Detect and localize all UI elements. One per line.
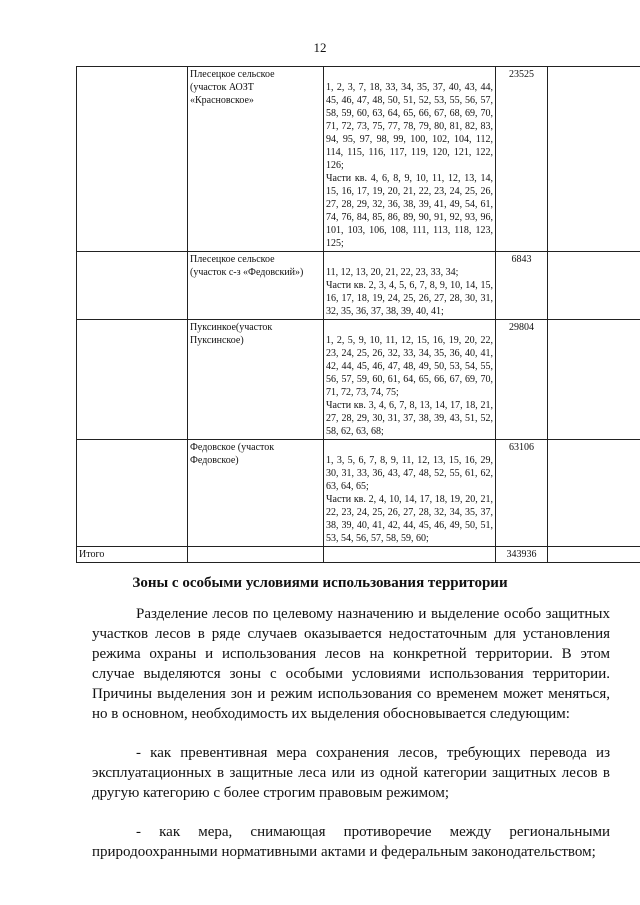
table-cell-empty	[77, 252, 188, 320]
paragraph-bullet-preventive	[92, 743, 610, 803]
table-cell-empty	[77, 440, 188, 547]
quarters-full-list: 11, 12, 13, 20, 21, 22, 23, 33, 34;	[326, 267, 459, 278]
quarters-cell	[324, 252, 496, 320]
total-label: Итого	[77, 547, 188, 563]
table-cell-empty	[77, 67, 188, 252]
paragraph-bullet-legal	[92, 822, 610, 862]
table-cell-empty	[548, 252, 640, 320]
table-row	[77, 67, 640, 252]
paragraph-text: - как превентивная мера сохранения лесов, требующих перевода из эксплуатационных в защитные леса или из одной категории защитных лесов в другую категорию с более строгим правовым режимом;	[92, 745, 610, 801]
total-area: 343936	[496, 547, 548, 563]
forestry-name-cell	[188, 440, 324, 547]
quarters-cell	[324, 67, 496, 252]
paragraph-text: Разделение лесов по целевому назначению и выделение особо защитных участков лесов в ряде случаев оказывается недостаточным для установления режима охраны и использования лесов на конкретной территории. В этом случае выделяются зоны с особыми условиями использования территории. Причины выделения зон и режим использования со временем может меняться, но в основном, необходимость их выделения обосновывается следующим:	[92, 606, 610, 722]
area-cell: 23525	[496, 67, 548, 252]
forestry-name-line: (участок АОЗТ	[190, 82, 254, 93]
forestry-name-line: (участок с-з «Федовский»)	[190, 267, 304, 278]
forestry-name-line: Плесецкое сельское	[190, 69, 275, 80]
area-cell: 63106	[496, 440, 548, 547]
quarters-partial-list: Части кв. 3, 4, 6, 7, 8, 13, 14, 17, 18, 21, 27, 28, 29, 30, 31, 37, 38, 39, 43, 51, 52, 58, 62, 63, 68;	[326, 400, 493, 437]
area-cell: 29804	[496, 320, 548, 440]
quarters-cell	[324, 440, 496, 547]
table-cell-empty	[548, 547, 640, 563]
forestry-name-line: Федовское)	[190, 455, 239, 466]
forestry-name-cell	[188, 320, 324, 440]
quarters-full-list: 1, 2, 3, 7, 18, 33, 34, 35, 37, 40, 43, 44, 45, 46, 47, 48, 50, 51, 52, 53, 55, 56, 57, 58, 59, 60, 63, 64, 65, 66, 67, 68, 69, 70, 71, 72, 73, 75, 77, 78, 79, 80, 81, 82, 83, 94, 95, 97, 98, 99, 100, 102, 104, 112, 114, 115, 116, 117, 119, 120, 121, 122, 126;	[326, 82, 493, 171]
table-cell-empty	[548, 320, 640, 440]
forestry-name-line: Плесецкое сельское	[190, 254, 275, 265]
paragraph-intro	[92, 604, 610, 724]
table-row	[77, 252, 640, 320]
table-row	[77, 320, 640, 440]
table-cell-empty	[548, 67, 640, 252]
table-cell-empty	[77, 320, 188, 440]
page-number: 12	[313, 40, 327, 55]
quarters-partial-list: Части кв. 2, 4, 10, 14, 17, 18, 19, 20, 21, 22, 23, 24, 25, 26, 27, 28, 32, 34, 35, 37, 38, 39, 40, 41, 42, 44, 45, 46, 49, 50, 51, 53, 54, 56, 57, 58, 59, 60;	[326, 494, 493, 544]
section-heading: Зоны с особыми условиями использования территории	[132, 575, 508, 591]
quarters-full-list: 1, 3, 5, 6, 7, 8, 9, 11, 12, 13, 15, 16, 29, 30, 31, 33, 36, 43, 47, 48, 52, 55, 61, 62, 63, 64, 65;	[326, 455, 493, 492]
quarters-full-list: 1, 2, 5, 9, 10, 11, 12, 15, 16, 19, 20, 22, 23, 24, 25, 26, 32, 33, 34, 35, 36, 40, 41, 42, 44, 45, 46, 47, 48, 49, 50, 53, 54, 55, 56, 57, 59, 60, 61, 64, 65, 66, 67, 69, 70, 71, 72, 73, 74, 75;	[326, 335, 493, 398]
forest-zones-table	[76, 66, 640, 563]
quarters-partial-list: Части кв. 2, 3, 4, 5, 6, 7, 8, 9, 10, 14, 15, 16, 17, 18, 19, 24, 25, 26, 27, 28, 30, 31, 32, 35, 36, 37, 38, 39, 40, 41;	[326, 280, 493, 317]
forestry-name-line: Федовское (участок	[190, 442, 275, 453]
paragraph-text: - как мера, снимающая противоречие между региональными природоохранными нормативными актами и федеральным законодательством;	[92, 824, 610, 860]
quarters-cell	[324, 320, 496, 440]
table-total-row	[77, 547, 640, 563]
forestry-name-cell	[188, 67, 324, 252]
quarters-partial-list: Части кв. 4, 6, 8, 9, 10, 11, 12, 13, 14, 15, 16, 17, 19, 20, 21, 22, 23, 24, 25, 26, 27, 28, 29, 32, 36, 38, 39, 41, 49, 54, 61, 74, 76, 84, 85, 86, 89, 90, 91, 92, 93, 96, 101, 103, 106, 108, 111, 113, 118, 123, 125;	[326, 173, 493, 249]
table-row	[77, 440, 640, 547]
forestry-name-line: «Красновское»	[190, 95, 254, 106]
table-cell-empty	[548, 440, 640, 547]
table-cell-empty	[188, 547, 324, 563]
forestry-name-line: Пуксинкое(участок	[190, 322, 273, 333]
forestry-name-line: Пуксинское)	[190, 335, 244, 346]
area-cell: 6843	[496, 252, 548, 320]
table-cell-empty	[324, 547, 496, 563]
forestry-name-cell	[188, 252, 324, 320]
